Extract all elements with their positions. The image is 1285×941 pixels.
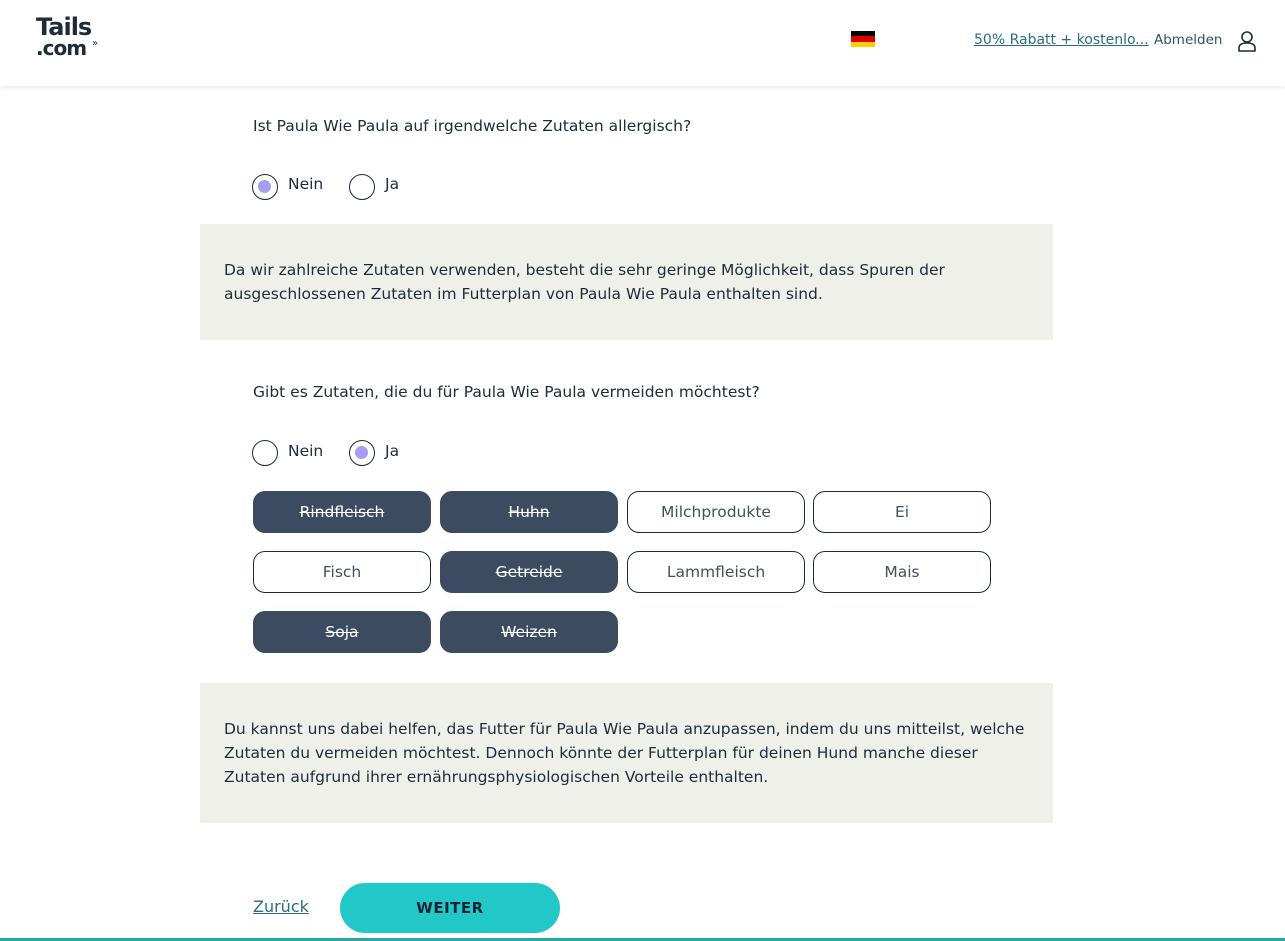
allergy-label-nein: Nein [288, 175, 324, 193]
avoid-radio-nein[interactable] [252, 440, 278, 466]
germany-flag-icon[interactable] [851, 31, 875, 47]
ingredient-chip-weizen[interactable]: Weizen [440, 611, 618, 653]
ingredient-chip-soja[interactable]: Soja [253, 611, 431, 653]
avoid-label-nein: Nein [288, 442, 324, 460]
ingredient-chip-lammfleisch[interactable]: Lammfleisch [627, 551, 805, 593]
ingredient-chip-milchprodukte[interactable]: Milchprodukte [627, 491, 805, 533]
allergy-radio-nein[interactable] [252, 174, 278, 200]
next-button[interactable]: WEITER [340, 883, 560, 933]
avoid-info-text: Du kannst uns dabei helfen, das Futter für Paula Wie Paula anzupassen, indem du uns mitteilst, welche Zutaten du vermeiden möchtest. Dennoch könnte der Futterplan für deinen Hund manche dieser Zutaten aufgrund ihrer ernährungsphysiologischen Vorteile enthalten. [224, 720, 1025, 786]
ingredient-chip-huhn[interactable]: Huhn [440, 491, 618, 533]
allergy-radio-ja[interactable] [349, 174, 375, 200]
allergy-info-box [200, 224, 1053, 340]
allergy-question: Ist Paula Wie Paula auf irgendwelche Zutaten allergisch? [253, 117, 692, 135]
back-link[interactable]: Zurück [253, 897, 309, 916]
ingredient-chip-getreide[interactable]: Getreide [440, 551, 618, 593]
logout-link[interactable]: Abmelden [1154, 32, 1223, 48]
ingredient-chip-mais[interactable]: Mais [813, 551, 991, 593]
allergy-label-ja: Ja [385, 175, 400, 193]
avoid-info-box [200, 683, 1053, 823]
logo-mark-icon: » [92, 38, 99, 49]
logo-line-2: .com [36, 36, 87, 60]
avoid-question: Gibt es Zutaten, die du für Paula Wie Paula vermeiden möchtest? [253, 383, 760, 401]
site-header [0, 0, 1285, 86]
allergy-info-text: Da wir zahlreiche Zutaten verwenden, besteht die sehr geringe Möglichkeit, dass Spuren der ausgeschlossenen Zutaten im Futterplan von Paula Wie Paula enthalten sind. [224, 261, 945, 303]
tails-logo[interactable] [34, 14, 104, 64]
ingredient-chip-rindfleisch[interactable]: Rindfleisch [253, 491, 431, 533]
user-icon[interactable] [1237, 30, 1257, 52]
avoid-radio-ja[interactable] [349, 440, 375, 466]
ingredient-chip-ei[interactable]: Ei [813, 491, 991, 533]
ingredient-chip-fisch[interactable]: Fisch [253, 551, 431, 593]
avoid-label-ja: Ja [385, 442, 400, 460]
logo-line-1: Tails [36, 13, 92, 41]
promo-link[interactable]: 50% Rabatt + kostenlo... [974, 32, 1149, 48]
